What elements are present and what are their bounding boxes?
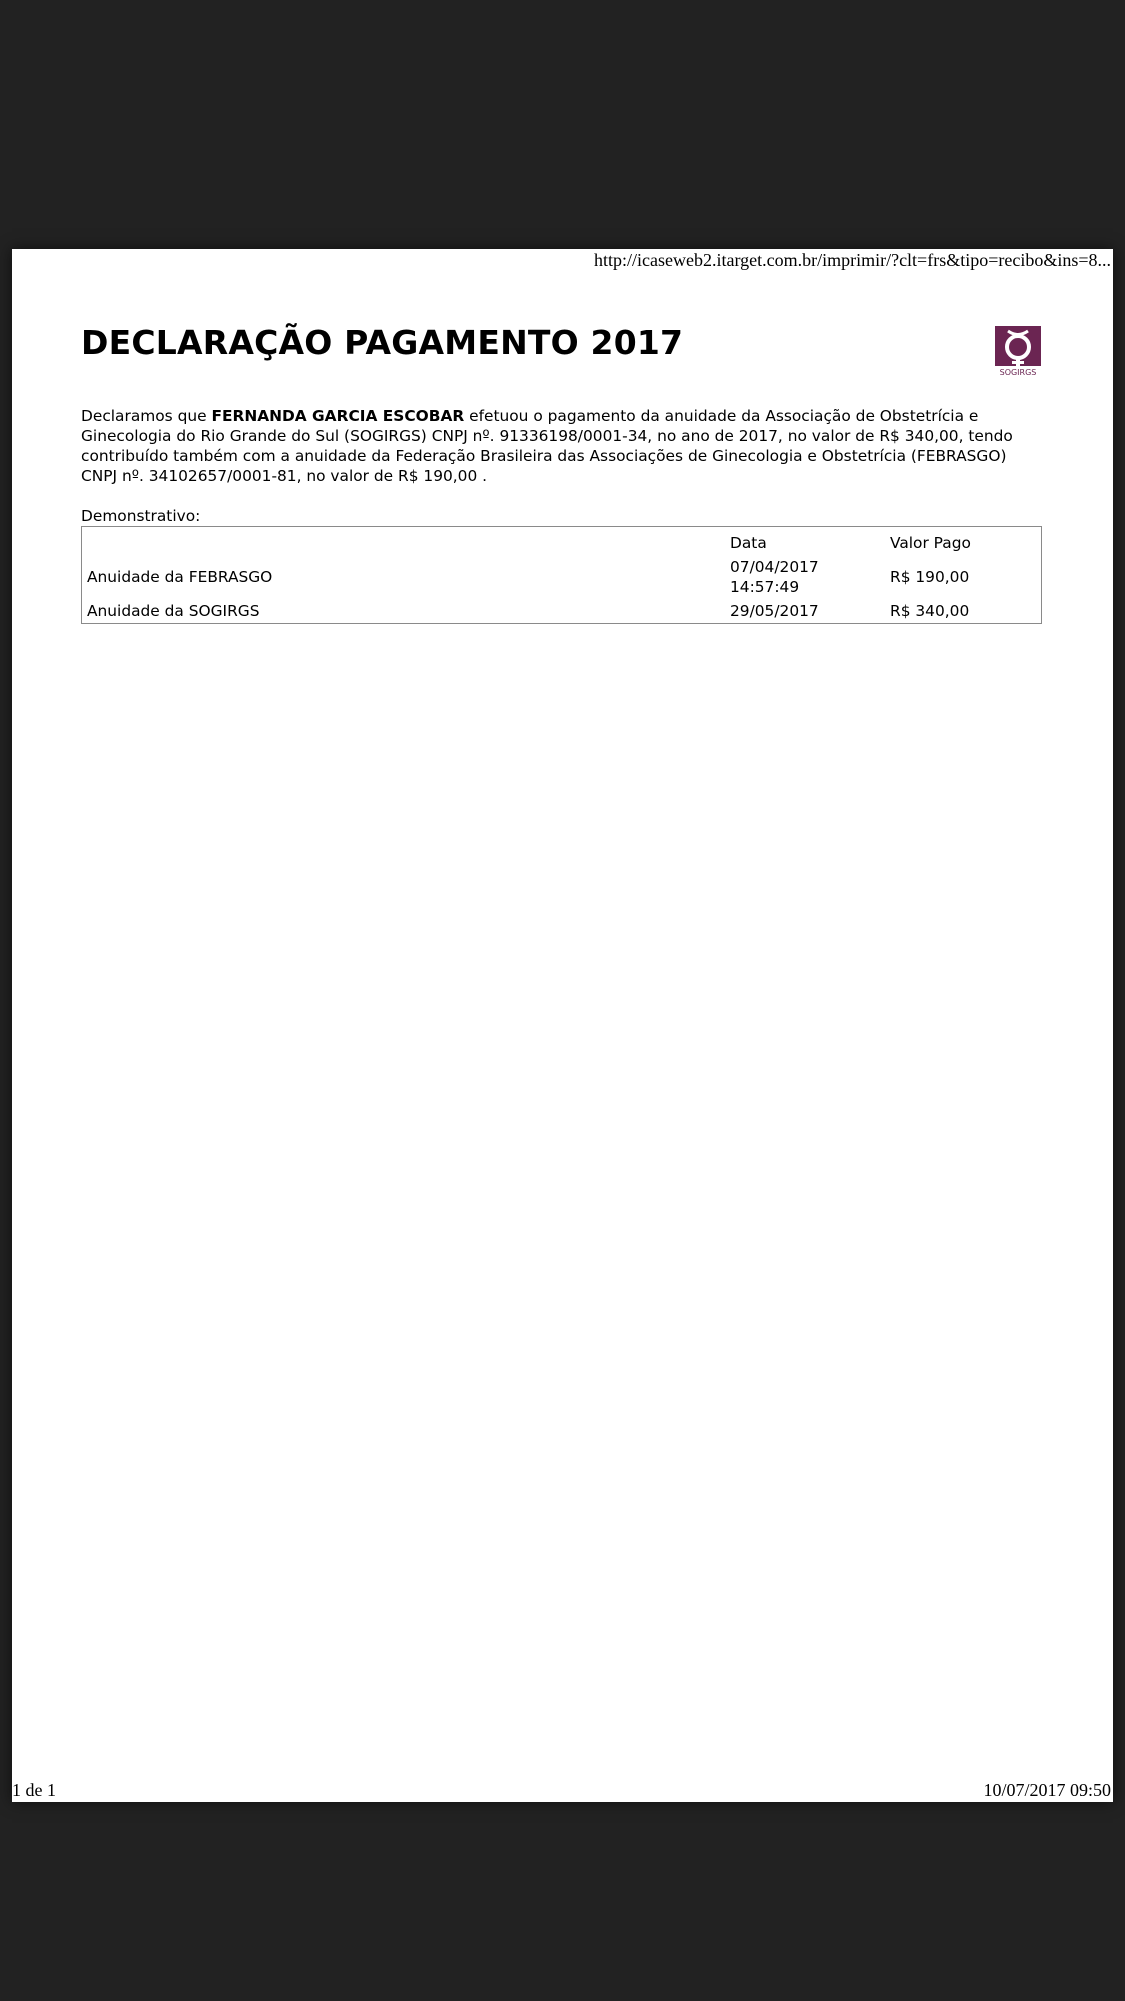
row-description: Anuidade da FEBRASGO [87,568,273,586]
page-title: DECLARAÇÃO PAGAMENTO 2017 [81,323,684,362]
row-value: R$ 190,00 [890,568,970,586]
header-value: Valor Pago [890,534,971,552]
print-header-url: http://icaseweb2.itarget.com.br/imprimir/?clt=frs&tipo=recibo&ins=8... [593,250,1111,270]
table-row [82,555,1042,599]
header-description [82,527,726,556]
declaration-text [81,406,1044,486]
print-datetime: 10/07/2017 09:50 [983,1780,1111,1800]
row-date [725,555,885,599]
row-date: 29/05/2017 [730,602,819,620]
document-page [12,249,1113,1802]
row-description: Anuidade da SOGIRGS [87,602,260,620]
declaration-body: efetuou o pagamento da anuidade da Associação de Obstetrícia e Ginecologia do Rio Grande do Sul (SOGIRGS) CNPJ nº. 91336198/0001-34, no ano de 2017, no valor de R$ 340,00, tendo contribuído também com a anuidade da Federação Brasileira das Associações de Ginecologia e Obstetrícia (FEBRASGO) CNPJ nº. 34102657/0001-81, no valor de R$ 190,00 . [81,407,1013,485]
table-header-row [82,527,1042,556]
table-row [82,599,1042,624]
sogirgs-logo [994,325,1042,377]
member-name: FERNANDA GARCIA ESCOBAR [211,407,465,425]
row-date-time: 14:57:49 [730,578,800,596]
demonstrativo-label: Demonstrativo: [81,507,201,525]
page-number: 1 de 1 [12,1780,56,1800]
row-value: R$ 340,00 [890,602,970,620]
payments-table [81,526,1042,624]
row-date-day: 07/04/2017 [730,558,819,576]
declaration-intro: Declaramos que [81,407,212,425]
logo-wordmark: SOGIRGS [999,368,1037,377]
header-date: Data [730,534,767,552]
